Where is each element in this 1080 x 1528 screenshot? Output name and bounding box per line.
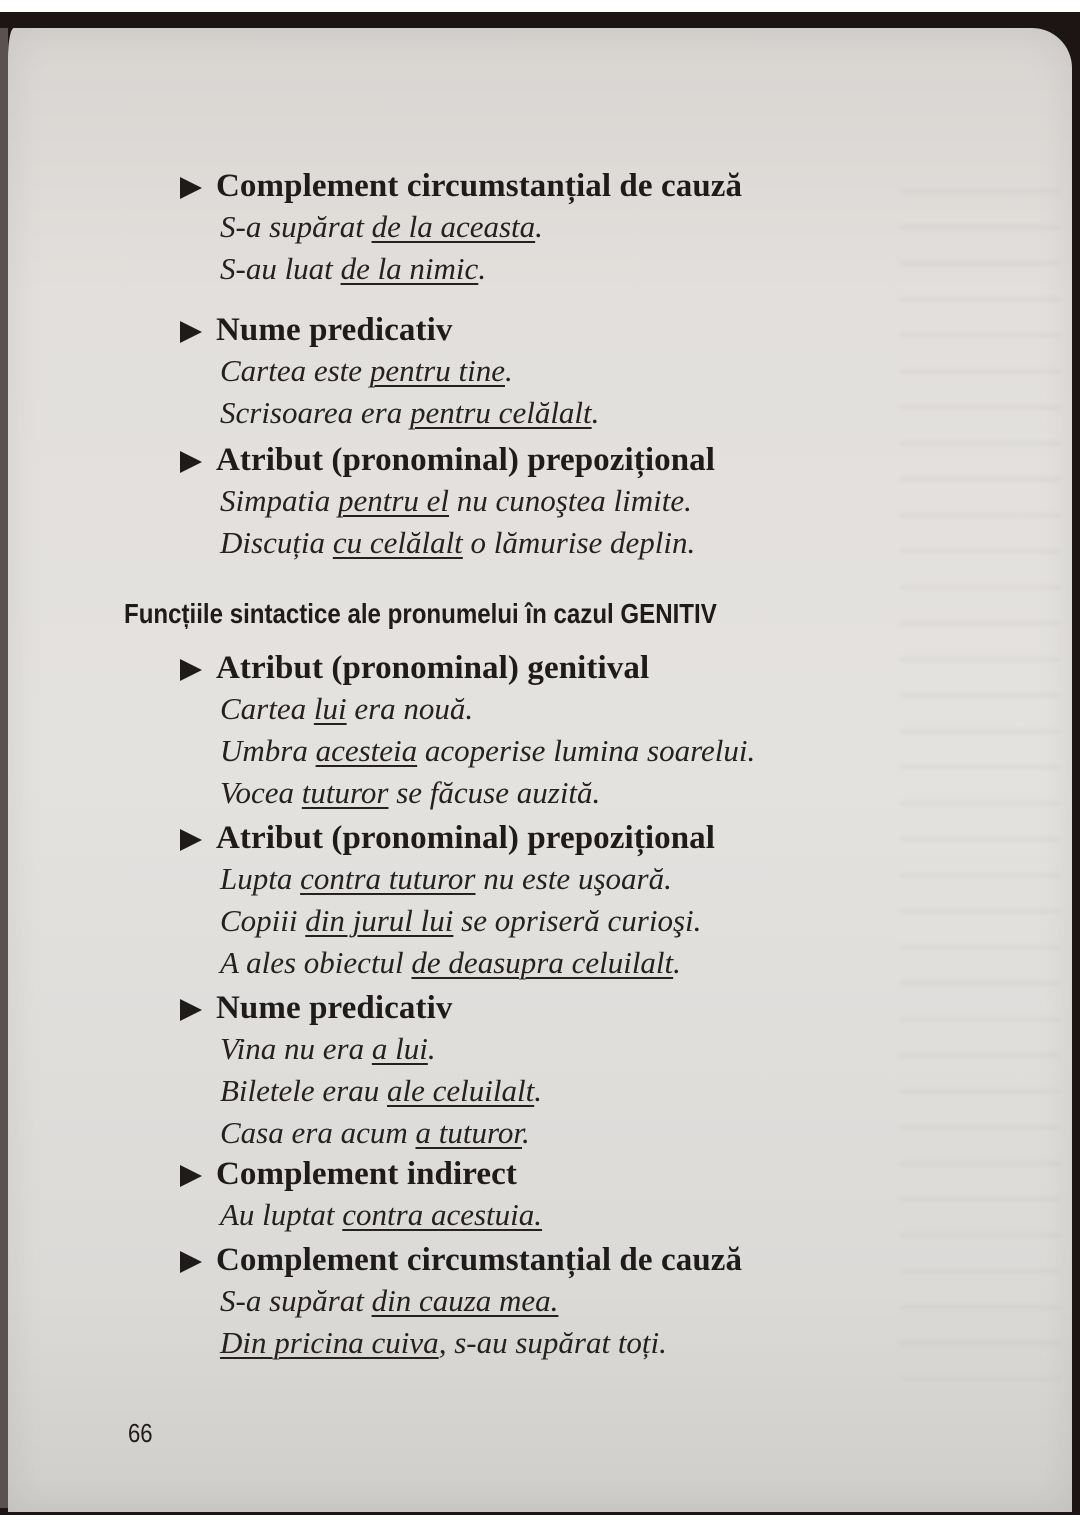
heading-text: Nume predicativ	[216, 990, 453, 1026]
example-text: .	[504, 353, 513, 388]
section-heading	[180, 988, 542, 1028]
example-sentence	[180, 1070, 542, 1112]
example-text: Au luptat	[220, 1197, 343, 1232]
underlined-phrase: ale celuilalt	[387, 1073, 535, 1108]
section-heading	[180, 1240, 742, 1280]
example-sentence	[180, 1322, 742, 1364]
example-text: .	[427, 1031, 436, 1066]
example-sentence	[180, 688, 755, 730]
example-text: .	[522, 1115, 530, 1150]
example-text: S-a supărat	[220, 209, 372, 244]
section-complement-circumstantial-cauza-1	[180, 166, 742, 290]
underlined-phrase: pentru tine	[369, 353, 505, 388]
section-heading	[180, 818, 715, 858]
heading-text: Atribut (pronominal) prepozițional	[216, 820, 716, 856]
example-text: S-au luat	[220, 251, 341, 286]
heading-text: Atribut (pronominal) genitival	[216, 650, 650, 686]
example-text: .	[591, 395, 600, 430]
example-text: .	[673, 945, 681, 980]
example-text: .	[535, 209, 543, 244]
example-text: A ales obiectul	[220, 945, 412, 980]
heading-text: Atribut (pronominal) prepozițional	[216, 442, 716, 478]
example-text: Vocea	[220, 775, 302, 810]
underlined-phrase: cu celălalt	[332, 525, 463, 560]
section-atribut-prepozitional-2	[180, 818, 715, 984]
triangle-bullet-icon	[180, 1165, 202, 1187]
example-sentence	[180, 522, 715, 564]
example-sentence	[180, 392, 599, 434]
underlined-phrase: a tuturor	[415, 1115, 522, 1150]
section-heading	[180, 1154, 542, 1194]
underlined-phrase: contra tuturor	[300, 861, 476, 896]
example-sentence	[180, 1112, 542, 1154]
triangle-bullet-icon	[180, 321, 202, 343]
example-sentence	[180, 858, 715, 900]
underlined-phrase: lui	[313, 691, 347, 726]
underlined-phrase: contra acestuia.	[342, 1197, 543, 1232]
underlined-phrase: a lui	[371, 1031, 428, 1066]
triangle-bullet-icon	[180, 177, 202, 199]
section-heading	[180, 166, 742, 206]
page-number: 66	[128, 1418, 153, 1448]
example-sentence	[180, 942, 715, 984]
section-nume-predicativ-2	[180, 988, 542, 1154]
triangle-bullet-icon	[180, 999, 202, 1021]
example-text: Cartea este	[220, 353, 370, 388]
example-text: Discuția	[220, 525, 333, 560]
underlined-phrase: Din pricina cuiva	[220, 1325, 439, 1360]
underlined-phrase: de la nimic	[340, 251, 479, 286]
section-heading	[180, 648, 755, 688]
section-heading	[180, 440, 715, 480]
example-text: era nouă.	[346, 691, 474, 726]
example-text: Lupta	[220, 861, 301, 896]
example-sentence	[180, 1280, 742, 1322]
underlined-phrase: din cauza mea.	[371, 1283, 559, 1318]
triangle-bullet-icon	[180, 451, 202, 473]
triangle-bullet-icon	[180, 1251, 202, 1273]
chapter-title: Funcțiile sintactice ale pronumelui în cazul GENITIV	[124, 598, 717, 629]
example-text: Simpatia	[220, 483, 338, 518]
section-atribut-prepozitional-1	[180, 440, 715, 564]
example-text: o lămurise deplin.	[462, 525, 696, 560]
underlined-phrase: pentru el	[337, 483, 450, 518]
example-text: Cartea	[220, 691, 314, 726]
example-sentence	[180, 248, 742, 290]
underlined-phrase: acesteia	[315, 733, 418, 768]
heading-text: Complement circumstanțial de cauză	[216, 168, 743, 204]
underlined-phrase: pentru celălalt	[410, 395, 592, 430]
underlined-phrase: de la aceasta	[371, 209, 536, 244]
example-text: Biletele erau	[220, 1073, 387, 1108]
triangle-bullet-icon	[180, 659, 202, 681]
example-sentence	[180, 1194, 542, 1236]
example-text: S-a supărat	[220, 1283, 372, 1318]
heading-text: Nume predicativ	[216, 312, 453, 348]
section-complement-indirect	[180, 1154, 542, 1236]
example-text: Scrisoarea era	[220, 395, 410, 430]
section-atribut-genitival	[180, 648, 755, 814]
section-nume-predicativ-1	[180, 310, 599, 434]
example-sentence	[180, 730, 755, 772]
example-sentence	[180, 1028, 542, 1070]
example-text: Vina nu era	[220, 1031, 372, 1066]
example-text: , s-au supărat toți.	[438, 1325, 667, 1360]
example-text: se opriseră curioşi.	[453, 903, 702, 938]
example-text: Casa era acum	[220, 1115, 416, 1150]
heading-text: Complement indirect	[216, 1156, 517, 1192]
underlined-phrase: de deasupra celuilalt	[411, 945, 674, 980]
example-text: Copiii	[220, 903, 306, 938]
example-sentence	[180, 480, 715, 522]
example-text: acoperise lumina soarelui.	[417, 733, 756, 768]
section-complement-circumstantial-cauza-2	[180, 1240, 742, 1364]
example-text: se făcuse auzită.	[388, 775, 601, 810]
underlined-phrase: tuturor	[301, 775, 389, 810]
example-sentence	[180, 206, 742, 248]
example-text: nu este uşoară.	[475, 861, 672, 896]
heading-text: Complement circumstanțial de cauză	[216, 1242, 743, 1278]
triangle-bullet-icon	[180, 829, 202, 851]
example-text: Umbra	[220, 733, 316, 768]
section-heading	[180, 310, 599, 350]
example-text: nu cunoştea limite.	[449, 483, 692, 518]
underlined-phrase: din jurul lui	[305, 903, 454, 938]
example-sentence	[180, 772, 755, 814]
example-text: .	[534, 1073, 542, 1108]
example-sentence	[180, 350, 599, 392]
example-sentence	[180, 900, 715, 942]
example-text: .	[478, 251, 487, 286]
